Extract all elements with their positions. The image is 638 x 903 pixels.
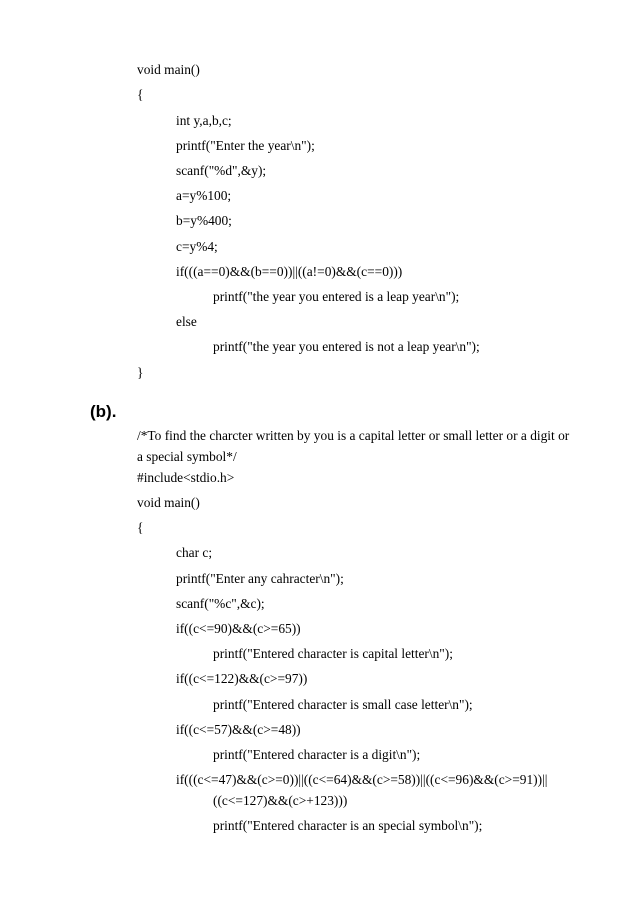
- code-line: printf("Entered character is a digit\n");: [213, 747, 421, 762]
- code-line: #include<stdio.h>: [137, 470, 235, 485]
- code-line: ((c<=127)&&(c>+123))): [213, 793, 348, 808]
- code-line: if((c<=122)&&(c>=97)): [176, 671, 308, 686]
- code-line: if(((c<=47)&&(c>=0))||((c<=64)&&(c>=58))||((c<=96)&&(c>=91))||: [176, 772, 548, 787]
- code-line: }: [137, 365, 144, 380]
- code-line: printf("Entered character is capital letter\n");: [213, 646, 453, 661]
- section-heading: (b).: [90, 402, 117, 421]
- code-line: char c;: [176, 545, 213, 560]
- code-comment: /*To find the charcter written by you is a capital letter or small letter or a digit or a special symbol*/: [137, 428, 570, 464]
- code-line: else: [176, 314, 197, 329]
- code-line: printf("Enter the year\n");: [176, 138, 315, 153]
- code-line: printf("Enter any cahracter\n");: [176, 571, 344, 586]
- code-line: printf("the year you entered is a leap year\n");: [213, 289, 460, 304]
- code-line: a=y%100;: [176, 188, 232, 203]
- code-line: scanf("%c",&c);: [176, 596, 265, 611]
- code-line: if((c<=90)&&(c>=65)): [176, 621, 301, 636]
- code-line: if(((a==0)&&(b==0))||((a!=0)&&(c==0))): [176, 264, 403, 279]
- code-line: printf("the year you entered is not a leap year\n");: [213, 339, 480, 354]
- code-line: b=y%400;: [176, 213, 232, 228]
- code-line: {: [137, 520, 144, 535]
- code-line: printf("Entered character is an special symbol\n");: [213, 818, 483, 833]
- code-line: printf("Entered character is small case letter\n");: [213, 697, 473, 712]
- code-line: c=y%4;: [176, 239, 218, 254]
- code-line: void main(): [137, 495, 200, 510]
- code-line: int y,a,b,c;: [176, 113, 232, 128]
- code-line: scanf("%d",&y);: [176, 163, 267, 178]
- code-line: {: [137, 87, 144, 102]
- code-line: void main(): [137, 62, 200, 77]
- code-line: if((c<=57)&&(c>=48)): [176, 722, 301, 737]
